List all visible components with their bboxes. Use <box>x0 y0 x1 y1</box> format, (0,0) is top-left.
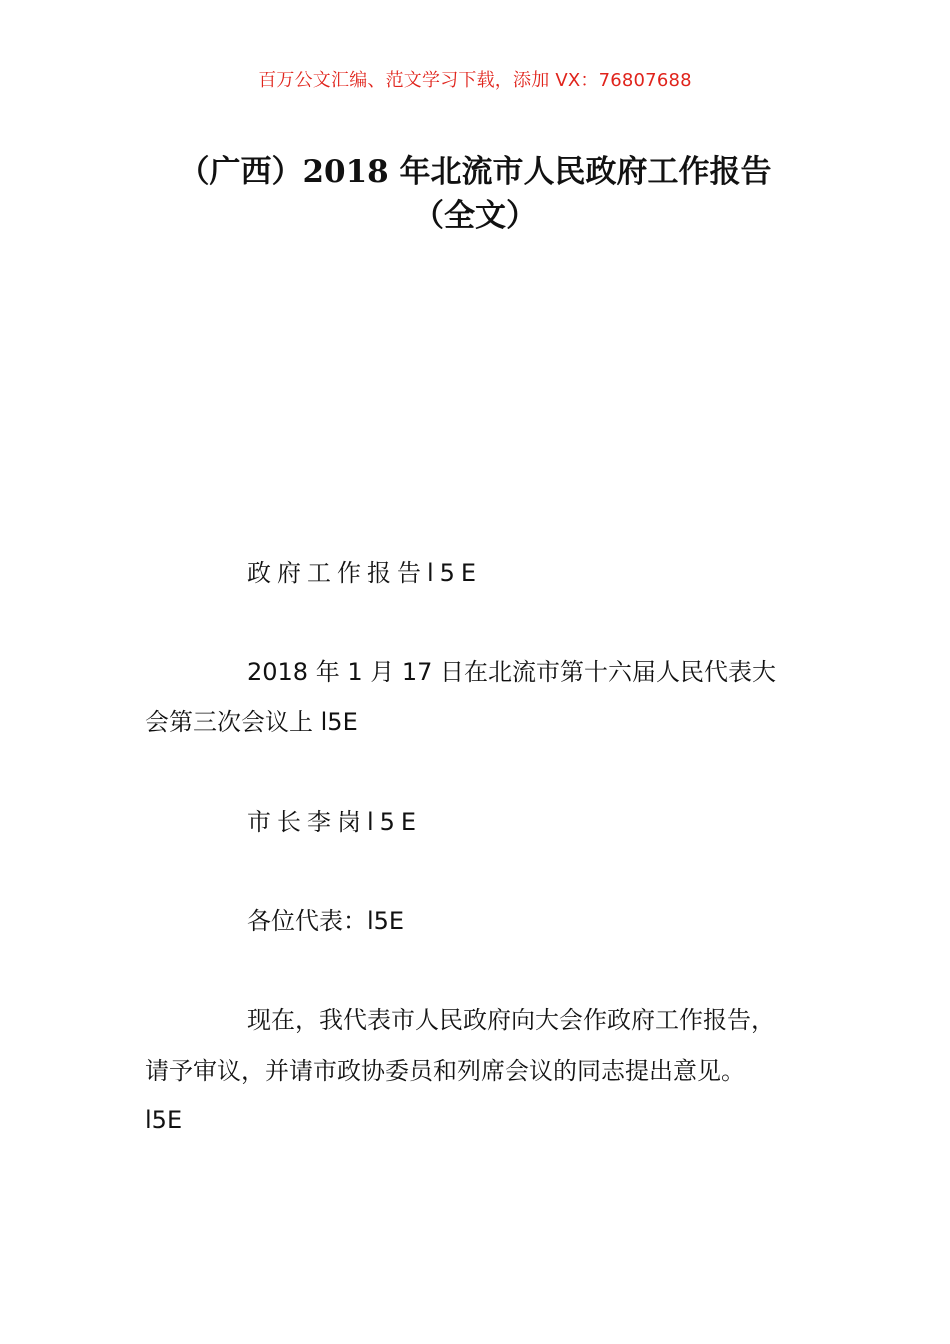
meeting-date-line-1: 2018 年 1 月 17 日在北流市第十六届人民代表大 <box>247 658 777 686</box>
intro-text-line-1: 现在，我代表市人民政府向大会作政府工作报告， <box>247 1006 775 1034</box>
title-line-2: （全文） <box>413 198 537 234</box>
paragraph-meeting-date <box>145 648 835 696</box>
paragraph-intro-line-3 <box>145 1096 835 1144</box>
meeting-date-line-2: 会第三次会议上 l5E <box>145 708 358 736</box>
salutation-text: 各位代表：l5E <box>247 907 405 935</box>
mayor-name-text: 市长李岗l5E <box>247 808 423 836</box>
header-watermark-note: 百万公文汇编、范文学习下载，添加 VX：76807688 <box>258 70 692 91</box>
paragraph-report-heading <box>145 549 835 597</box>
paragraph-intro-line-2 <box>145 1047 835 1095</box>
intro-text-line-2: 请予审议，并请市政协委员和列席会议的同志提出意见。 <box>145 1057 745 1085</box>
report-heading-text: 政府工作报告l5E <box>247 559 483 587</box>
paragraph-mayor <box>145 798 835 846</box>
paragraph-salutation <box>145 897 835 945</box>
title-line-1: （广西）2018 年北流市人民政府工作报告 <box>178 154 772 190</box>
document-title <box>130 150 820 238</box>
paragraph-meeting-date-continued <box>145 698 835 746</box>
paragraph-intro-line-1 <box>145 996 835 1044</box>
intro-text-line-3: l5E <box>145 1106 183 1134</box>
